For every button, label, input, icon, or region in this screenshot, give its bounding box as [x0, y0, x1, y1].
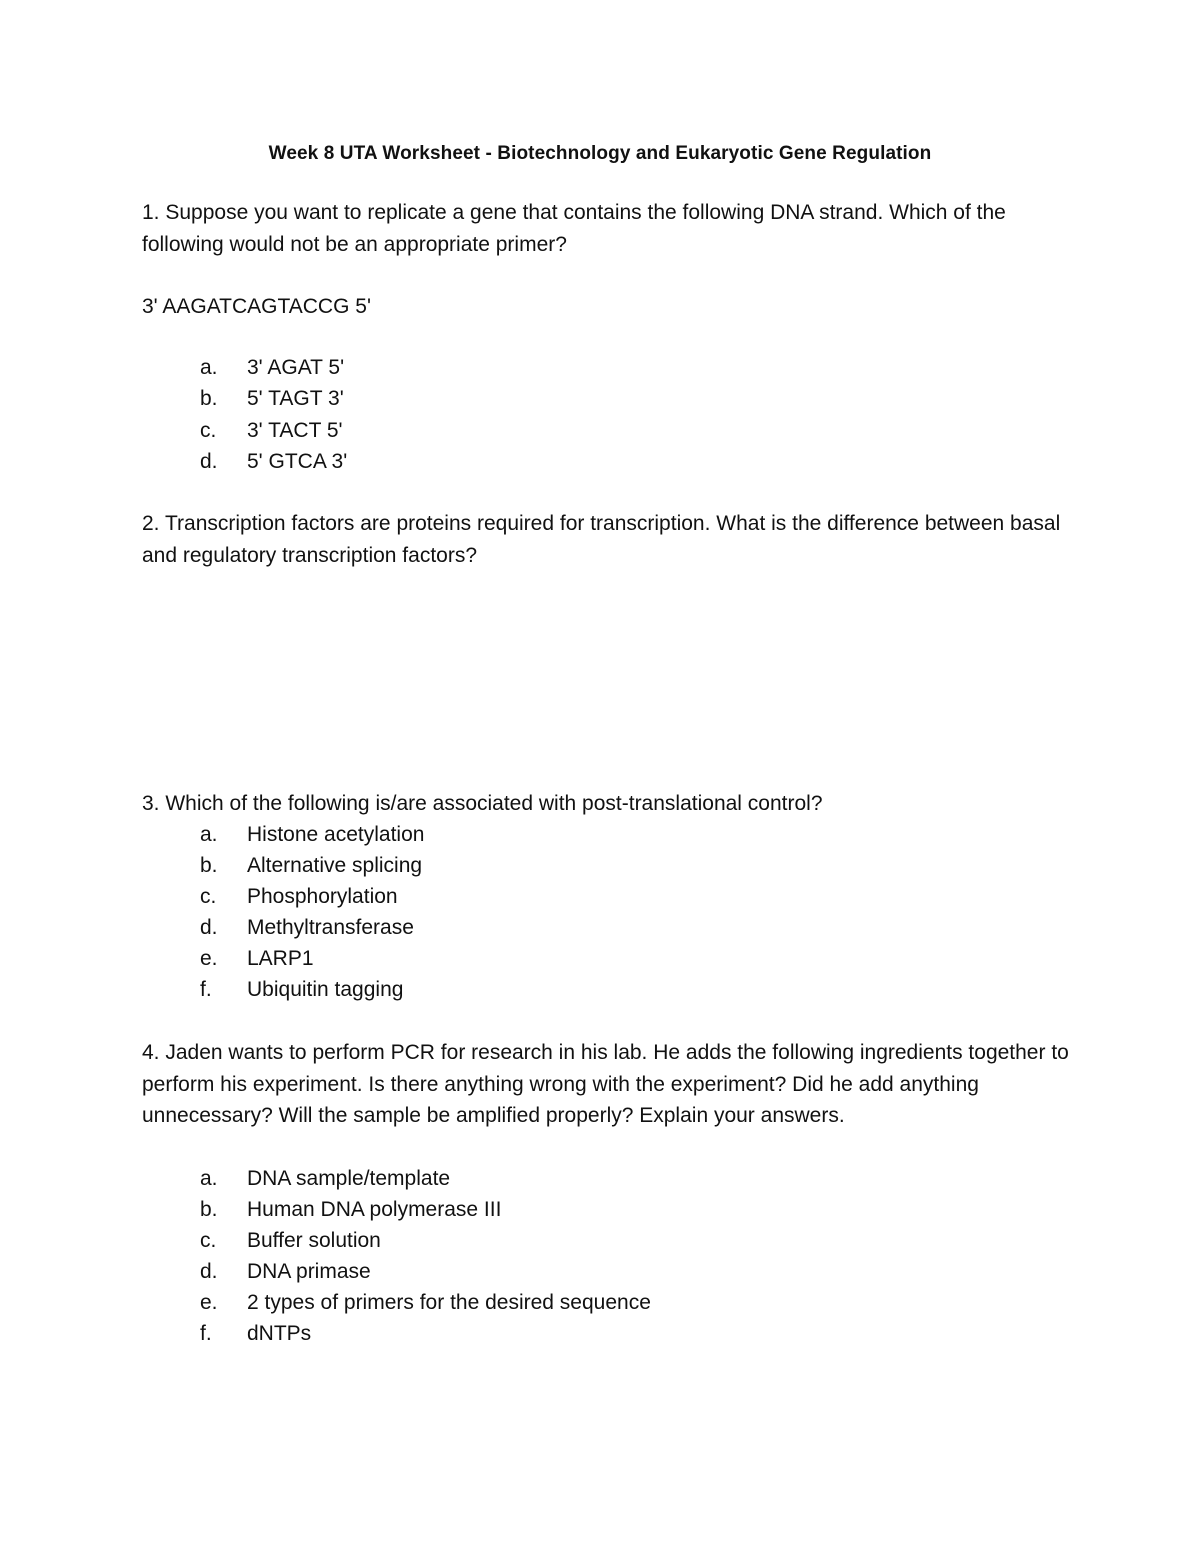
option-text: 5' GTCA 3': [247, 450, 348, 473]
question-3-option-d: [200, 912, 424, 943]
option-letter: b.: [200, 1198, 218, 1221]
option-letter: d.: [200, 916, 218, 939]
question-1-option-d: [200, 446, 347, 477]
question-4-option-e: [200, 1287, 651, 1318]
option-text: 5' TAGT 3': [247, 387, 344, 410]
question-3-option-b: [200, 850, 424, 881]
option-letter: a.: [200, 1167, 218, 1190]
question-3-option-a: [200, 819, 424, 850]
question-1-dna-sequence: 3' AAGATCAGTACCG 5': [142, 295, 371, 318]
option-letter: d.: [200, 1260, 218, 1283]
option-text: LARP1: [247, 947, 314, 970]
option-letter: f.: [200, 978, 212, 1001]
option-text: Ubiquitin tagging: [247, 978, 404, 1001]
option-letter: f.: [200, 1322, 212, 1345]
question-1-option-c: [200, 415, 347, 446]
question-2-text: 2. Transcription factors are proteins required for transcription. What is the difference between basal and regulatory transcription factors?: [142, 512, 1061, 567]
question-1-text: 1. Suppose you want to replicate a gene that contains the following DNA strand. Which of the following would not be an appropriate primer?: [142, 201, 1006, 256]
option-text: Phosphorylation: [247, 885, 398, 908]
option-letter: d.: [200, 450, 218, 473]
question-1-option-a: [200, 352, 347, 383]
question-3-text: 3. Which of the following is/are associated with post-translational control?: [142, 792, 823, 815]
question-3-option-e: [200, 943, 424, 974]
question-4-option-c: [200, 1225, 651, 1256]
option-letter: a.: [200, 823, 218, 846]
option-text: 2 types of primers for the desired sequence: [247, 1291, 651, 1314]
option-letter: a.: [200, 356, 218, 379]
option-text: Histone acetylation: [247, 823, 425, 846]
question-4-option-b: [200, 1194, 651, 1225]
option-text: Human DNA polymerase III: [247, 1198, 502, 1221]
option-text: 3' AGAT 5': [247, 356, 345, 379]
option-letter: e.: [200, 1291, 218, 1314]
option-letter: b.: [200, 854, 218, 877]
option-text: Methyltransferase: [247, 916, 414, 939]
option-letter: e.: [200, 947, 218, 970]
question-4-option-a: [200, 1163, 651, 1194]
option-letter: c.: [200, 885, 217, 908]
option-text: DNA sample/template: [247, 1167, 451, 1190]
question-4-option-f: [200, 1318, 651, 1349]
option-letter: c.: [200, 1229, 217, 1252]
question-3-option-c: [200, 881, 424, 912]
option-text: Alternative splicing: [247, 854, 423, 877]
option-text: DNA primase: [247, 1260, 371, 1283]
worksheet-title: Week 8 UTA Worksheet - Biotechnology and Eukaryotic Gene Regulation: [268, 143, 932, 164]
question-4-text: 4. Jaden wants to perform PCR for research in his lab. He adds the following ingredients together to perform his experiment. Is there anything wrong with the experiment? Did he add anything unnecessary? Will the sample be amplified properly? Explain your answers.: [142, 1041, 1069, 1127]
option-text: 3' TACT 5': [247, 419, 343, 442]
question-3-option-f: [200, 974, 424, 1005]
option-letter: b.: [200, 387, 218, 410]
question-4-options: [200, 1163, 651, 1349]
option-text: Buffer solution: [247, 1229, 381, 1252]
question-1-option-b: [200, 383, 347, 415]
question-4-option-d: [200, 1256, 651, 1287]
option-letter: c.: [200, 419, 217, 442]
option-text: dNTPs: [247, 1322, 312, 1345]
question-1-options: [200, 352, 347, 477]
question-3-options: [200, 819, 424, 1005]
